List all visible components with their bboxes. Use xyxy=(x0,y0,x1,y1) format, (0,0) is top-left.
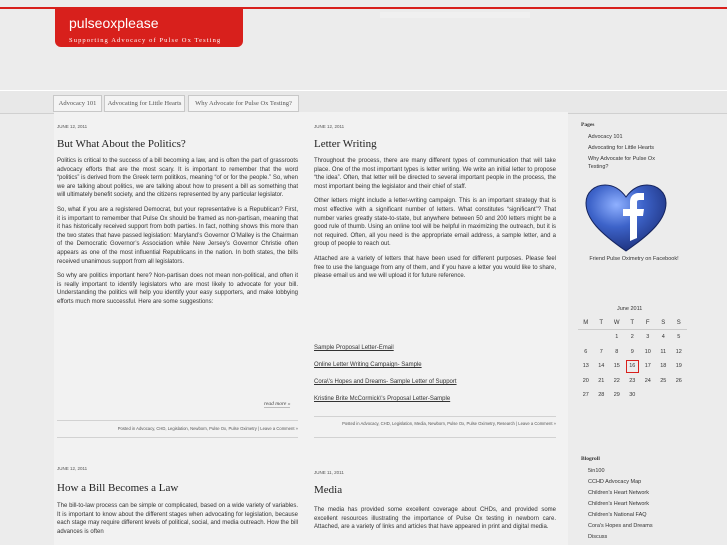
tab-advocating-for-little-hearts[interactable]: Advocating for Little Hearts xyxy=(104,95,185,112)
calendar-day: 4 xyxy=(661,334,665,341)
calendar-weekday: T xyxy=(630,320,635,326)
calendar-day: 2 xyxy=(630,334,634,341)
post-title[interactable]: But What About the Politics? xyxy=(57,138,186,150)
calendar-day: 24 xyxy=(644,377,651,384)
post-paragraph: Throughout the process, there are many different types of communication that will take place. One of the most important types is letter writing. We write an initial letter to propose “the idea”. Often, that letter will be directed to several important people in the process, the most important being the legislator and their chief of staff. xyxy=(314,158,556,190)
calendar-day: 19 xyxy=(675,363,682,370)
calendar-day: 23 xyxy=(629,377,636,384)
calendar-day: 30 xyxy=(629,392,636,399)
post-body xyxy=(314,157,556,287)
read-more-link[interactable]: read more » xyxy=(264,401,291,407)
post-paragraph: Other letters might include a letter-writing campaign. This is an important strategy that is most effective with a significant number of letters. What constitutes “significant”? That number varies greatly state-to-state, but anywhere between 50 and 200 letters might be a good rule of thumb. Using an online tool will be helpful in maximizing the outreach, but it is not required. Often, all you need is the appropriate email address, a sample letter, and a group of people to reach out. xyxy=(314,198,556,248)
post-body xyxy=(314,506,556,538)
blogroll-link[interactable]: Children's Heart Network xyxy=(588,490,649,496)
calendar-weekday: T xyxy=(599,320,604,326)
sidebar-page-link[interactable]: Advocating for Little Hearts xyxy=(588,145,655,151)
calendar-day: 22 xyxy=(613,377,620,384)
post-paragraph: The media has provided some excellent coverage about CHDs, and provided some excellent resources illustrating the importance of Pulse Ox testing in newborn care. Attached, are a variety of links and articles that have appeared in print and digital media. xyxy=(314,507,556,531)
calendar-weekday: F xyxy=(645,320,650,326)
calendar-day: 9 xyxy=(630,348,634,355)
post-paragraph: Politics is critical to the success of a bill becoming a law, and is often the part of grassroots advocacy efforts that are the most scary. It is important to remember that the word “politics” is derived from the Greek term politikos, meaning “of or for the people.” So, when we are talking about politics, we are talking about how to present a bill as something that will ultimately benefit society, and the citizens represented by any particular legislator. xyxy=(57,158,298,199)
blogroll-link[interactable]: Children's Heart Network xyxy=(588,501,649,507)
calendar-day: 7 xyxy=(599,348,603,355)
post-divider xyxy=(57,437,298,438)
calendar-day: 21 xyxy=(598,377,605,384)
calendar-day: 26 xyxy=(675,377,682,384)
post-divider xyxy=(314,437,556,438)
facebook-caption[interactable]: Friend Pulse Oximetry on Facebook! xyxy=(589,256,679,262)
letter-link[interactable]: Cora\'s Hopes and Dreams- Sample Letter of Support xyxy=(314,379,457,385)
post-title[interactable]: Media xyxy=(314,484,343,496)
calendar-day xyxy=(640,388,656,403)
post-title[interactable]: Letter Writing xyxy=(314,138,377,150)
post-paragraph: The bill-to-law process can be simple or complicated, based on a wide variety of variables. It is important to know about the different stages when advocating for legislation, because each stage may require different levels of political, social, and media outreach. How the bill advances is often xyxy=(57,503,298,535)
post-paragraph: So, what if you are a registered Democrat, but your representative is a Republican? First, it is important to remember that Pulse Ox should be framed as non-partisan, meaning that it has historically received support from both parties. In fact, nothing shows this more than the two states that have passed legislation: Maryland’s Governor O’Malley is the Chairman of the Democratic Governor’s Association while New Jersey’s Governor Christie often appears as one of the most influential Republicans in the nation. In both states, the bills received unanimous support from all legislators. xyxy=(57,206,298,265)
post-date: JUNE 11, 2011 xyxy=(314,470,344,475)
calendar-day: 18 xyxy=(660,363,667,370)
post-date: JUNE 12, 2011 xyxy=(314,124,345,129)
sidebar-page-link[interactable]: Why Advocate for Pulse Ox Testing? xyxy=(588,156,655,170)
calendar-day: 20 xyxy=(582,377,589,384)
post-divider xyxy=(314,416,556,417)
calendar-day: 28 xyxy=(598,392,605,399)
calendar-day xyxy=(656,388,672,403)
calendar-day: 27 xyxy=(582,392,589,399)
calendar-weekday: S xyxy=(661,320,666,326)
calendar-day: 11 xyxy=(660,348,667,355)
site-tagline: Supporting Advocacy of Pulse Ox Testing xyxy=(69,37,222,44)
post-meta[interactable]: Posted in Advocacy, CHD, Legislation, Media, Newborn, Pulse Ox, Pulse Oximetry, Research | Leave a Comment » xyxy=(342,421,556,426)
calendar-day xyxy=(594,330,610,345)
post-meta[interactable]: Posted in Advocacy, CHD, Legislation, Newborn, Pulse Ox, Pulse Oximetry | Leave a Comment » xyxy=(117,426,298,431)
blogroll-heading: Blogroll xyxy=(581,456,600,462)
blogroll-link[interactable]: 5in100 xyxy=(588,468,605,474)
letter-link[interactable]: Sample Proposal Letter-Email xyxy=(314,345,394,351)
tab-advocacy-101[interactable]: Advocacy 101 xyxy=(53,95,102,112)
post-title[interactable]: How a Bill Becomes a Law xyxy=(57,482,179,494)
calendar-day: 25 xyxy=(660,377,667,384)
post-divider xyxy=(57,420,298,421)
calendar-day xyxy=(578,330,594,345)
letter-link[interactable]: Kristine Brite McCormick\'s Proposal Letter-Sample xyxy=(314,396,451,402)
site-title[interactable]: pulseoxplease xyxy=(69,15,159,31)
calendar-day: 29 xyxy=(613,392,620,399)
calendar-day: 12 xyxy=(675,348,682,355)
blogroll-link[interactable]: Cora's Hopes and Dreams xyxy=(588,523,653,529)
blogroll-link[interactable]: Discuss xyxy=(588,534,608,540)
calendar xyxy=(578,317,687,403)
facebook-heart-icon[interactable] xyxy=(584,183,668,253)
post-paragraph: So why are politics important here? Non-partisan does not mean non-political, and often it is really important to identify legislators who are most likely to advocate for your bill. Understanding the politics will help you identify your easy supporters, and make lobbying efforts much more successful. Here are some suggestions: xyxy=(57,273,298,305)
calendar-day: 3 xyxy=(646,334,650,341)
calendar-day: 15 xyxy=(613,363,620,370)
blogroll-link[interactable]: Children's National FAQ xyxy=(588,512,647,518)
calendar-day-today[interactable]: 16 xyxy=(625,359,641,374)
calendar-day: 5 xyxy=(677,334,681,341)
calendar-caption: June 2011 xyxy=(617,306,643,312)
post-body xyxy=(57,157,298,313)
blogroll-link[interactable]: CCHD Advocacy Map xyxy=(588,479,642,485)
calendar-weekday: M xyxy=(583,320,589,326)
letter-link[interactable]: Online Letter Writing Campaign- Sample xyxy=(314,362,422,368)
post-body xyxy=(57,502,298,542)
calendar-day: 6 xyxy=(584,348,588,355)
tab-why-advocate[interactable]: Why Advocate for Pulse Ox Testing? xyxy=(188,95,299,112)
header-search-strip xyxy=(380,12,530,18)
calendar-day: 13 xyxy=(582,363,589,370)
calendar-day: 1 xyxy=(615,334,619,341)
calendar-day: 8 xyxy=(615,348,619,355)
pages-heading: Pages xyxy=(581,122,595,128)
site-logo[interactable] xyxy=(55,9,243,47)
calendar-day xyxy=(671,388,687,403)
calendar-weekday: S xyxy=(676,320,681,326)
post-paragraph: Attached are a variety of letters that have been used for different purposes. Please feel free to use the language from any of them, and if you have a letter you would like to share, please email us and we will upload it for future reference. xyxy=(314,255,556,280)
calendar-day: 10 xyxy=(644,348,651,355)
post-date: JUNE 12, 2011 xyxy=(57,124,88,129)
calendar-weekday: W xyxy=(613,320,620,326)
calendar-day: 17 xyxy=(644,363,651,370)
calendar-day: 14 xyxy=(598,363,605,370)
sidebar-page-link[interactable]: Advocacy 101 xyxy=(588,134,623,140)
post-date: JUNE 12, 2011 xyxy=(57,466,88,471)
